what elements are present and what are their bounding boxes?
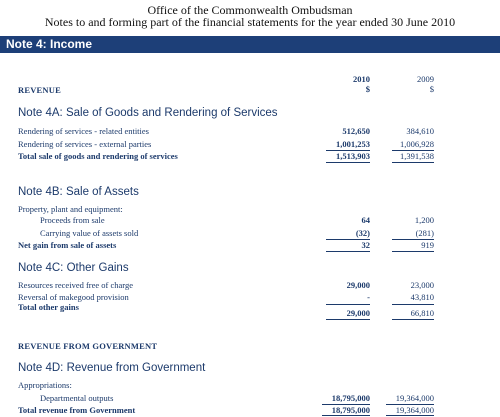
rule-line (326, 251, 370, 252)
table-total-2010: 18,795,000 (331, 405, 370, 415)
table-row-label: Resources received free of charge (18, 280, 133, 290)
table-cell-2009: 1,006,928 (400, 139, 434, 149)
table-total-label: Total revenue from Government (18, 405, 136, 415)
table-cell-2009: 23,000 (410, 280, 434, 290)
table-cell-2009: 19,364,000 (395, 393, 434, 403)
table-row-label: Rendering of services - related entities (18, 126, 149, 136)
col-2009-year: 2009 (417, 74, 434, 84)
rule-line (386, 415, 434, 416)
table-total-label: Total sale of goods and rendering of services (18, 151, 178, 161)
table-cell-2009: 43,810 (410, 292, 434, 302)
table-total-2009: 66,810 (410, 308, 434, 318)
table-cell-2010: 29,000 (346, 280, 370, 290)
table-cell-2010: 512,650 (342, 126, 370, 136)
rule-line (392, 319, 434, 320)
revenue-government-heading: REVENUE FROM GOVERNMENT (18, 341, 158, 351)
group-label: Property, plant and equipment: (18, 204, 123, 214)
table-total-2009: 919 (421, 240, 434, 250)
table-cell-2009: (281) (415, 228, 434, 238)
table-cell-2009: 1,200 (414, 215, 434, 225)
table-cell-2010: 18,795,000 (331, 393, 370, 403)
rule-line (326, 319, 370, 320)
col-2010-unit: $ (365, 84, 370, 94)
table-row-label: Reversal of makegood provision (18, 292, 129, 302)
table-cell-2010: 1,001,253 (336, 139, 370, 149)
group-label: Appropriations: (18, 380, 72, 390)
rule-line (392, 162, 434, 163)
note-title-band (0, 36, 500, 53)
rule-line (326, 304, 370, 305)
note-4b-title: Note 4B: Sale of Assets (18, 186, 139, 198)
table-cell-2009: 384,610 (406, 126, 434, 136)
table-cell-2010: - (367, 292, 370, 302)
table-total-label: Total other gains (18, 302, 79, 312)
table-total-2009: 19,364,000 (395, 405, 434, 415)
table-total-2010: 1,513,903 (336, 151, 370, 161)
col-2009-unit: $ (429, 84, 434, 94)
table-row-label: Proceeds from sale (40, 215, 105, 225)
rule-line (322, 415, 370, 416)
table-row-label: Rendering of services - external parties (18, 139, 152, 149)
rule-line (392, 304, 434, 305)
table-row-label: Carrying value of assets sold (40, 228, 139, 238)
table-total-2010: 29,000 (346, 308, 370, 318)
rule-line (326, 162, 370, 163)
revenue-heading: REVENUE (18, 85, 61, 95)
office-title: Office of the Commonwealth Ombudsman (147, 3, 353, 17)
table-cell-2010: 64 (361, 215, 370, 225)
table-cell-2010: (32) (355, 228, 370, 238)
note-title: Note 4: Income (6, 37, 93, 51)
note-4a-title: Note 4A: Sale of Goods and Rendering of Services (18, 107, 278, 119)
note-4d-title: Note 4D: Revenue from Government (18, 362, 206, 374)
table-row-label: Departmental outputs (40, 393, 114, 403)
table-total-label: Net gain from sale of assets (18, 240, 117, 250)
table-total-2009: 1,391,538 (400, 151, 434, 161)
statement-subtitle: Notes to and forming part of the financial statements for the year ended 30 June 2010 (44, 15, 456, 29)
col-2010-year: 2010 (353, 74, 370, 84)
table-total-2010: 32 (361, 240, 370, 250)
note-4c-title: Note 4C: Other Gains (18, 262, 129, 274)
rule-line (392, 251, 434, 252)
